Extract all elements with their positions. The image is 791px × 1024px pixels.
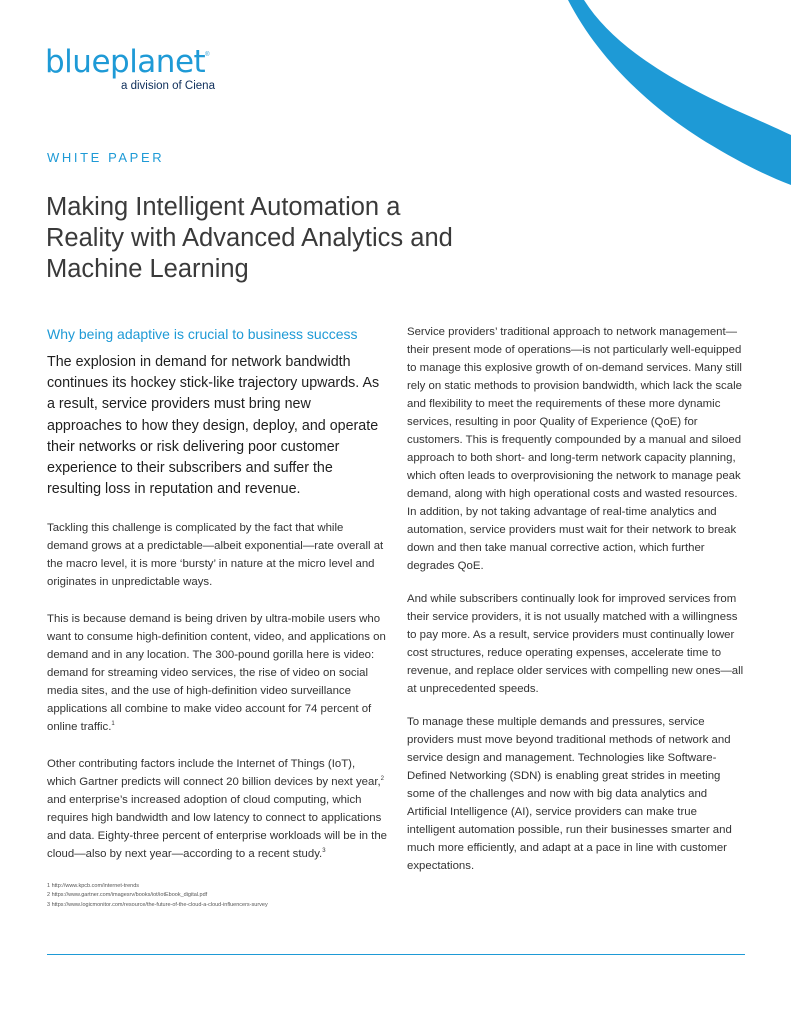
body-paragraph [47,610,387,736]
footnote-ref-2[interactable]: 2 [380,776,384,783]
footer-divider [47,954,745,955]
body-paragraph: Service providers’ traditional approach to network management—their present mode of operations—is not particularly well-equipped to manage this explosive growth of on-demand services. Many still rely on static methods to provision bandwidth, which lack the scale and flexibility to meet the requirements of these more dynamic services, resulting in poor Quality of Experience (QoE) for customers. This is frequently compounded by a manual and siloed approach to both short- and long-term network capacity planning, which often leads to overprovisioning the network to manage peak demand, along with high operational costs and wasted resources. In addition, by not taking advantage of real-time analytics and automation, service providers must wait for their network to break down and then take manual corrective action, which further degrades QoE. [407,326,742,572]
left-column [47,323,387,882]
body-paragraph: And while subscribers continually look for improved services from their service providers, it is not usually matched with a willingness to pay more. As a result, service providers must continually lower cost structures, reduce operating expenses, accelerate time to revenue, and replace older services with compelling new ones—all at unprecedented speeds. [407,593,744,695]
logo-trademark: ® [205,52,210,58]
document-title: Making Intelligent Automation a Reality with Advanced Analytics and Machine Learning [46,193,453,283]
footnotes [47,882,268,910]
logo-wordmark: blueplanet [45,44,206,80]
right-column [407,323,747,890]
section-heading: Why being adaptive is crucial to business success [47,326,358,342]
footnote-link[interactable]: 2 https://www.gartner.com/imagesrv/books/iot/iotEbook_digital.pdf [47,892,208,899]
body-paragraph: To manage these multiple demands and pressures, service providers must move beyond traditional methods of network and service design and management. Technologies like Software-Defined Networking (SDN) is enabling great strides in meeting some of the challenges and now with big data analytics and Artificial Intelligence (AI), service providers can make true intelligent automation possible, run their businesses smarter and much more efficiently, and adapt at a pace in line with customer expectations. [407,716,732,872]
logo-subtitle: a division of Ciena [121,80,215,92]
footnote-link[interactable]: 1 http://www.kpcb.com/internet-trends [47,883,140,889]
footnote-link[interactable]: 3 https://www.logicmonitor.com/resource/the-future-of-the-cloud-a-cloud-influencers-survey [47,901,268,908]
body-text: Other contributing factors include the Internet of Things (IoT), which Gartner predicts will connect 20 billion devices by next year, [47,758,381,789]
body-text: and enterprise’s increased adoption of cloud computing, which requires high bandwidth and low latency to connect to applications and data. Eighty-three percent of enterprise workloads will be in the cloud—also by next year—according to a recent study. [47,794,388,861]
blueplanet-logo[interactable] [45,44,215,92]
document-type-label: WHITE PAPER [47,150,165,165]
body-paragraph: Tackling this challenge is complicated by the fact that while demand grows at a predictable—albeit exponential—rate overall at the macro level, it is more ‘bursty’ in nature at the micro level and originates in unpredictable ways. [47,522,384,589]
body-paragraph [47,755,387,863]
lead-paragraph: The explosion in demand for network bandwidth continues its hockey stick-like trajectory upwards. As a result, service providers must bring new approaches to how they design, deploy, and operate their networks or risk delivering poor customer experience to their subscribers and suffer the resulting loss in reputation and revenue. [47,354,380,498]
body-text: This is because demand is being driven by ultra-mobile users who want to consume high-definition content, video, and applications on demand and in any location. The 300-pound gorilla here is video: demand for streaming video services, the rise of video on social media sites, and the use of high-definition video surveillance applications all combine to make video account for 74 percent of online traffic. [47,613,386,734]
footnote-ref-1[interactable]: 1 [111,721,115,728]
footnote-ref-3[interactable]: 3 [322,848,326,855]
